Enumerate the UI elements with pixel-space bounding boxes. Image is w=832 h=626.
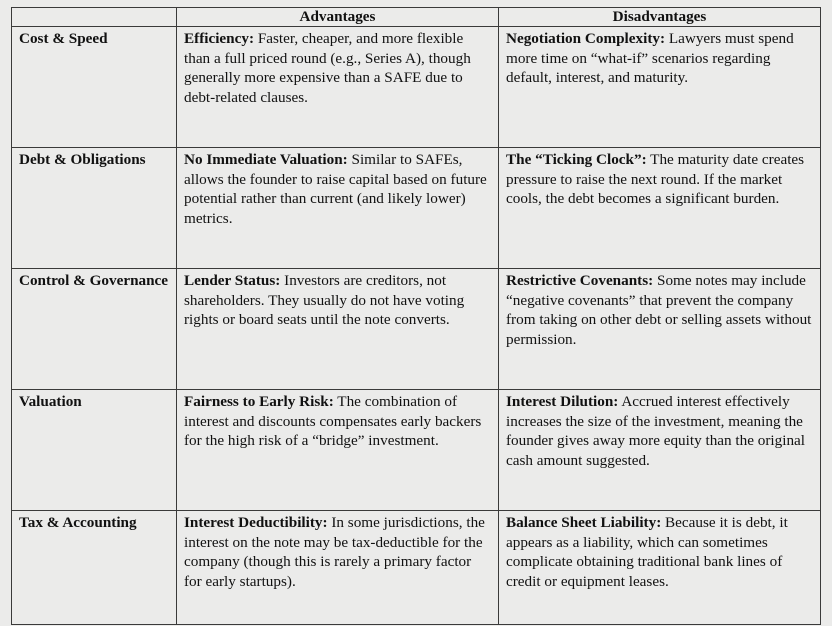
advantage-text: The combination of interest and discounts compensates early backers for the high risk of a “bridge” investment. [184, 393, 482, 449]
disadvantage-title: Balance Sheet Liability: [506, 514, 662, 531]
table-row-cost-speed [12, 27, 821, 148]
advantage-cell [177, 511, 499, 625]
category-label: Control & Governance [19, 272, 169, 289]
table-row-control-governance [12, 269, 821, 390]
advantage-title: Efficiency: [184, 30, 255, 47]
disadvantage-cell [499, 511, 821, 625]
corner-header-cell [12, 8, 177, 27]
advantage-text: Investors are creditors, not shareholders. They usually do not have voting rights or board seats until the note converts. [184, 272, 465, 328]
category-cell [12, 148, 177, 269]
advantage-title: No Immediate Valuation: [184, 151, 348, 168]
advantage-title: Lender Status: [184, 272, 281, 289]
advantage-cell [177, 269, 499, 390]
category-label: Valuation [19, 393, 82, 410]
advantage-text: Similar to SAFEs, allows the founder to raise capital based on future potential rather than current (and likely lower) metrics. [184, 151, 487, 227]
disadvantage-text: Accrued interest effectively increases the size of the investment, meaning the founder gives away more equity than the original cash amount suggested. [506, 393, 806, 469]
comparison-table [11, 7, 821, 625]
category-label: Cost & Speed [19, 30, 108, 47]
category-label: Tax & Accounting [19, 514, 137, 531]
disadvantage-text: Some notes may include “negative covenants” that prevent the company from taking on other debt or selling assets without permission. [506, 272, 812, 348]
disadvantage-cell [499, 390, 821, 511]
category-cell [12, 511, 177, 625]
category-cell [12, 269, 177, 390]
advantage-text: In some jurisdictions, the interest on the note may be tax-deductible for the company (though this is rarely a primary factor for early startups). [184, 514, 485, 590]
disadvantage-title: Interest Dilution: [506, 393, 619, 410]
advantage-title: Fairness to Early Risk: [184, 393, 334, 410]
table-row-valuation [12, 390, 821, 511]
advantage-cell [177, 148, 499, 269]
disadvantage-text: Because it is debt, it appears as a liability, which can sometimes complicate obtaining traditional bank lines of credit or equipment leases. [506, 514, 788, 590]
disadvantage-text: The maturity date creates pressure to raise the next round. If the market cools, the debt becomes a significant burden. [506, 151, 805, 207]
advantage-cell [177, 27, 499, 148]
category-cell [12, 27, 177, 148]
disadvantages-header: Disadvantages [499, 8, 821, 27]
disadvantage-cell [499, 27, 821, 148]
disadvantage-cell [499, 269, 821, 390]
advantages-header: Advantages [177, 8, 499, 27]
disadvantage-title: The “Ticking Clock”: [506, 151, 647, 168]
table-row-tax-accounting [12, 511, 821, 625]
category-label: Debt & Obligations [19, 151, 146, 168]
table-header-row [12, 8, 821, 27]
advantage-text: Faster, cheaper, and more flexible than a full priced round (e.g., Series A), though generally more expensive than a SAFE due to debt-related clauses. [184, 30, 471, 106]
table-row-debt-obligations [12, 148, 821, 269]
disadvantage-text: Lawyers must spend more time on “what-if” scenarios regarding default, interest, and maturity. [506, 30, 794, 86]
advantage-title: Interest Deductibility: [184, 514, 328, 531]
advantage-cell [177, 390, 499, 511]
disadvantage-title: Negotiation Complexity: [506, 30, 666, 47]
category-cell [12, 390, 177, 511]
disadvantage-title: Restrictive Covenants: [506, 272, 654, 289]
disadvantage-cell [499, 148, 821, 269]
